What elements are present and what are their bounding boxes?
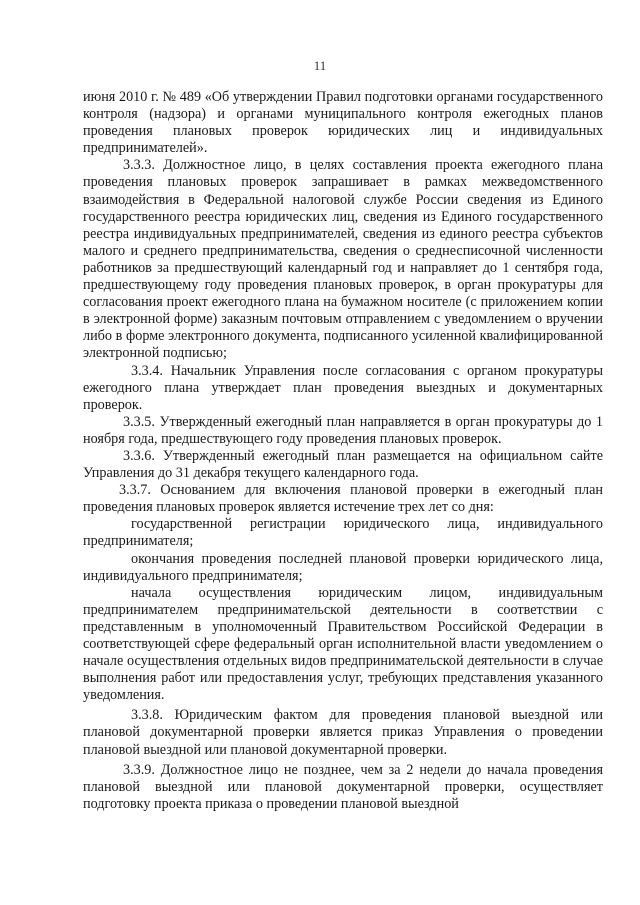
list-item-activity-start: начала осуществления юридическим лицом, индивидуальным предпринимателем предпринимательской деятельности в соответствии с представленным в уполномоченный Правительством Российской Федерации в соответствующей сфере федеральный орган исполнительной власти уведомлением о начале осуществления отдельных видов предпринимательской деятельности в случае выполнения работ или предоставления услуг, требующих представления указанного уведомления.: [83, 584, 603, 704]
list-item-registration: государственной регистрации юридического лица, индивидуального предпринимателя;: [83, 516, 603, 550]
paragraph-3-3-5: 3.3.5. Утвержденный ежегодный план направляется в орган прокуратуры до 1 ноября года, предшествующего году проведения плановых проверок.: [83, 413, 603, 447]
paragraph-3-3-8: 3.3.8. Юридическим фактом для проведения плановой выездной или плановой документарной проверки является приказ Управления о проведении плановой выездной или плановой документарной проверки.: [83, 707, 603, 758]
page-number: 11: [313, 58, 327, 73]
paragraph-3-3-9: 3.3.9. Должностное лицо не позднее, чем за 2 недели до начала проведения плановой выездной или плановой документарной проверки, осуществляет подготовку проекта приказа о проведении плановой выездной: [83, 761, 603, 812]
paragraph-3-3-4: 3.3.4. Начальник Управления после согласования с органом прокуратуры ежегодного плана утверждает план проведения выездных и документарных проверок.: [83, 362, 603, 413]
paragraph-3-3-7: 3.3.7. Основанием для включения плановой проверки в ежегодный план проведения плановых проверок является истечение трех лет со дня:: [83, 482, 603, 516]
list-item-last-inspection: окончания проведения последней плановой проверки юридического лица, индивидуального предпринимателя;: [83, 550, 603, 584]
paragraph-continuation: июня 2010 г. № 489 «Об утверждении Правил подготовки органами государственного контроля (надзора) и органами муниципального контроля ежегодных планов проведения плановых проверок юридических лиц и индивидуальных предпринимателей».: [83, 89, 603, 157]
paragraph-3-3-6: 3.3.6. Утвержденный ежегодный план размещается на официальном сайте Управления до 31 декабря текущего календарного года.: [83, 447, 603, 482]
document-body: [83, 89, 603, 813]
paragraph-3-3-3: 3.3.3. Должностное лицо, в целях составления проекта ежегодного плана проведения плановых проверок запрашивает в рамках межведомственного взаимодействия в Федеральной налоговой службе России сведения из Единого государственного реестра юридических лиц, сведения из Единого государственного реестра индивидуальных предпринимателей, сведения из единого реестра субъектов малого и среднего предпринимательства, сведения о среднесписочной численности работников за предшествующий календарный год и направляет до 1 сентября года, предшествующему году проведения плановых проверок, в орган прокуратуры для согласования проект ежегодного плана на бумажном носителе (с приложением копии в электронной форме) заказным почтовым отправлением с уведомлением о вручении либо в форме электронного документа, подписанного усиленной квалифицированной электронной подписью;: [83, 157, 603, 362]
